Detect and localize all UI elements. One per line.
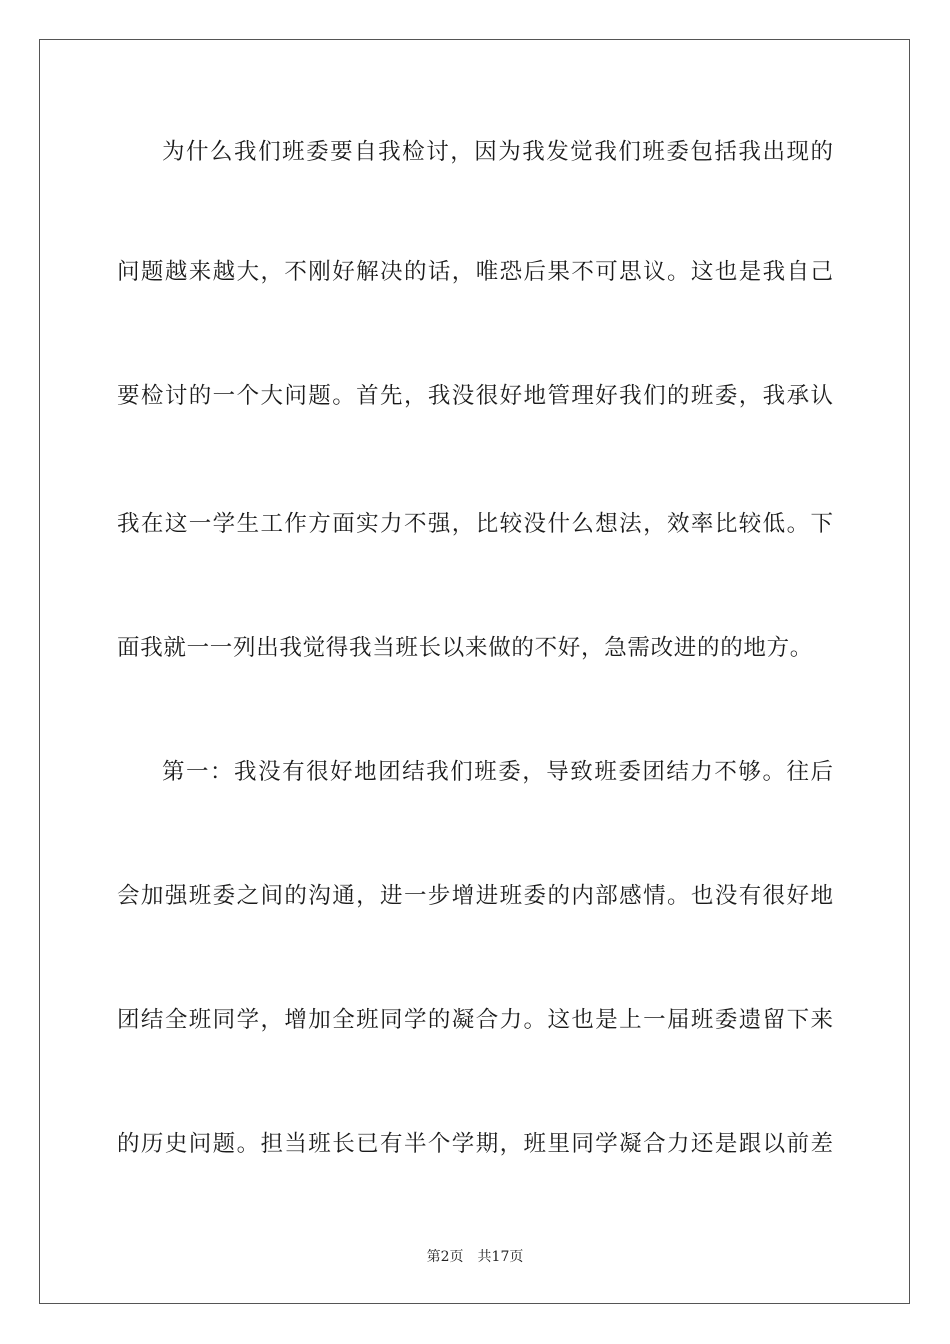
page-footer: [0, 1248, 950, 1266]
paragraph-2-line-4: 的历史问题。担当班长已有半个学期，班里同学凝合力还是跟以前差: [117, 1131, 833, 1157]
paragraph-1-line-5: 面我就一一列出我觉得我当班长以来做的不好，急需改进的的地方。: [117, 635, 814, 661]
paragraph-1-line-1: 为什么我们班委要自我检讨，因为我发觉我们班委包括我出现的: [162, 139, 833, 165]
paragraph-1-line-2: 问题越来越大，不刚好解决的话，唯恐后果不可思议。这也是我自己: [117, 259, 833, 285]
page-number: 第2页: [426, 1249, 464, 1265]
paragraph-2-line-2: 会加强班委之间的沟通，进一步增进班委的内部感情。也没有很好地: [117, 883, 833, 909]
paragraph-1-line-4: 我在这一学生工作方面实力不强，比较没什么想法，效率比较低。下: [117, 511, 833, 537]
paragraph-2-line-3: 团结全班同学，增加全班同学的凝合力。这也是上一届班委遗留下来: [117, 1007, 833, 1033]
page-border: [39, 39, 910, 1304]
paragraph-2-line-1: 第一：我没有很好地团结我们班委，导致班委团结力不够。往后: [162, 759, 833, 785]
page-total: 共17页: [477, 1249, 524, 1265]
paragraph-1-line-3: 要检讨的一个大问题。首先，我没很好地管理好我们的班委，我承认: [117, 383, 833, 409]
